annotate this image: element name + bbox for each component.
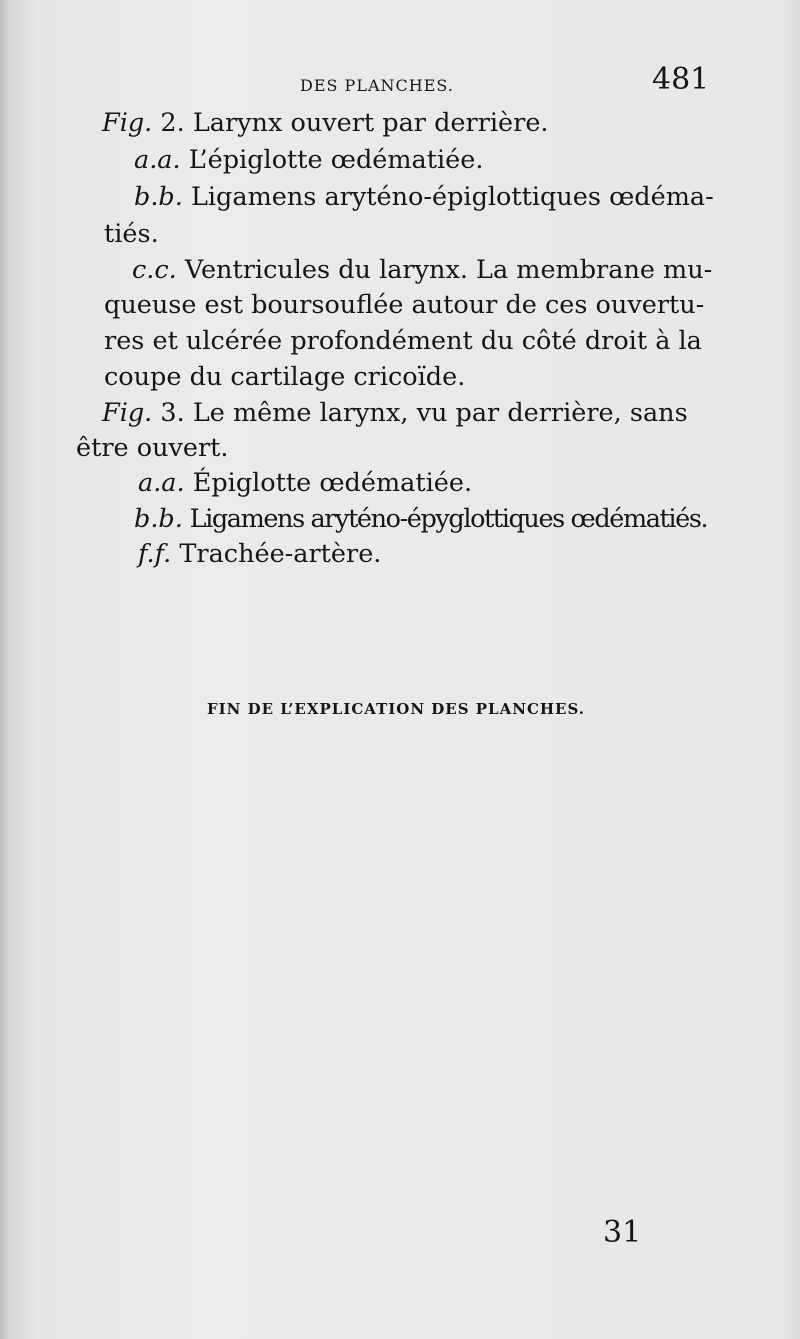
end-note-text: FIN DE L’EXPLICATION DES PLANCHES. [206,700,586,718]
text-line [134,145,483,175]
figure-label: Fig. [102,398,153,428]
item-label: b.b. [134,182,183,212]
item-label: b.b. [134,504,183,534]
page-header [0,62,800,102]
item-label: a.a. [134,145,181,175]
item-label: f.f. [138,539,172,569]
line-text: 3. Le même larynx, vu par derrière, sans [152,398,688,428]
line-text: tiés. [104,219,159,249]
text-line [104,290,704,320]
text-line [134,504,707,534]
line-text: Épiglotte œdématiée. [184,468,473,498]
running-head: DES PLANCHES. [300,76,454,95]
line-text: 2. Larynx ouvert par derrière. [152,108,549,138]
signature-mark: 31 [603,1215,642,1250]
item-label: c.c. [132,255,177,285]
item-label: a.a. [138,468,185,498]
line-text: L’épiglotte œdématiée. [180,145,484,175]
line-text: Ventricules du larynx. La membrane mu- [176,255,713,285]
text-line [104,219,159,249]
text-line [104,326,702,356]
text-line [138,539,381,569]
text-line [102,398,688,428]
text-line [132,255,712,285]
line-text: res et ulcérée profondément du côté droit à la [104,326,702,356]
text-line [102,108,549,138]
line-text: Ligamens aryténo-épyglottiques œdématiés. [182,504,708,534]
text-line [76,433,229,463]
line-text: queuse est boursouflée autour de ces ouvertu- [104,290,705,320]
line-text: être ouvert. [76,433,229,463]
end-note [0,700,800,718]
line-text: Ligamens aryténo-épiglottiques œdéma- [182,182,714,212]
text-line [138,468,472,498]
line-text: Trachée-artère. [171,539,382,569]
page-number: 481 [652,62,710,97]
text-line [134,182,714,212]
text-line [104,362,465,392]
line-text: coupe du cartilage cricoïde. [104,362,466,392]
figure-label: Fig. [102,108,153,138]
